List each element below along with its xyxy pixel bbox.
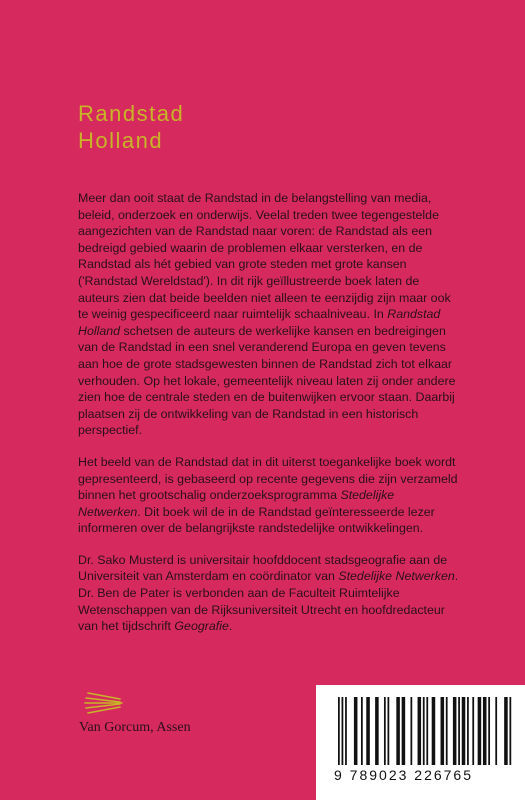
blurb-p2-emphasis: Stedelijke Netwerken bbox=[78, 488, 395, 519]
author-1-emphasis: Stedelijke Netwerken bbox=[338, 569, 455, 584]
book-title bbox=[78, 100, 184, 154]
barcode-bar bbox=[509, 697, 511, 765]
barcode-bar bbox=[478, 697, 482, 765]
barcode-bar bbox=[495, 697, 497, 765]
blurb-paragraph-2 bbox=[78, 454, 460, 537]
author-1-end: . bbox=[454, 569, 459, 584]
isbn-number: 9 789023 226765 bbox=[334, 767, 473, 783]
barcode-bar bbox=[453, 697, 457, 765]
barcode-bar bbox=[432, 697, 436, 765]
blurb-p1-text-a: Meer dan ooit staat de Randstad in de belangstelling van media, beleid, onderzoek en onderwijs. Veelal treden twee tegengestelde aangezichten van de Randstad naar voren: de Randstad als een bedreigd gebied waarin de problemen elkaar versterken, en de Randstad als hét gebied van grote steden met grote kansen ('Randstad Wereldstad'). In dit rijk geïllustreerde boek laten de auteurs zien dat beide beelden niet alleen te eenzijdig zijn maar ook te weinig gespecificeerd naar ruimtelijk schaalniveau. In bbox=[78, 191, 451, 322]
barcode-bar bbox=[361, 697, 363, 765]
blurb-paragraph-1 bbox=[78, 190, 460, 439]
barcode-bar bbox=[441, 697, 445, 765]
barcode-bar bbox=[467, 697, 469, 765]
blurb-p2-text-b: . Dit boek wil de in de Randstad geïnteresseerde lezer informeren over de belangrijkste randstedelijke ontwikkelingen. bbox=[78, 504, 435, 536]
author-1-bio: Dr. Sako Musterd is universitair hoofddocent stadsgeografie aan de Universiteit van Amsterdam en coördinator van bbox=[78, 552, 448, 584]
barcode-bar bbox=[426, 697, 428, 765]
publisher-name: Van Gorcum, Assen bbox=[79, 720, 191, 735]
barcode-bar bbox=[504, 697, 508, 765]
title-line-1: Randstad bbox=[78, 101, 185, 126]
barcode-bar bbox=[387, 697, 389, 765]
author-2-emphasis: Geografie bbox=[174, 619, 229, 634]
blurb bbox=[78, 190, 460, 650]
barcode-bar bbox=[366, 697, 370, 765]
barcode-bar bbox=[462, 697, 466, 765]
barcode-bar bbox=[483, 697, 487, 765]
blurb-p1-emphasis: Randstad Holland bbox=[78, 307, 441, 338]
barcode-bar bbox=[410, 697, 412, 765]
van-gorcum-logo-icon bbox=[84, 690, 124, 716]
barcode-bar bbox=[488, 697, 490, 765]
author-2-bio: Dr. Ben de Pater is verbonden aan de Faculteit Ruimtelijke Wetenschappen van de Rijksuniversiteit Utrecht en hoofdredacteur van het tijdschrift bbox=[78, 586, 445, 634]
barcode-sticker bbox=[316, 685, 525, 800]
barcode-bar bbox=[418, 697, 422, 765]
isbn-barcode bbox=[338, 697, 513, 765]
title-line-2: Holland bbox=[78, 128, 164, 153]
barcode-bar bbox=[345, 697, 347, 765]
author-bios bbox=[78, 552, 460, 635]
barcode-bar bbox=[402, 697, 406, 765]
barcode-bar bbox=[342, 697, 344, 765]
barcode-bar bbox=[384, 697, 386, 765]
barcode-bar bbox=[446, 697, 448, 765]
barcode-bar bbox=[354, 697, 358, 765]
barcode-bar bbox=[472, 697, 474, 765]
barcode-bar bbox=[375, 697, 379, 765]
barcode-bar bbox=[423, 697, 425, 765]
blurb-p2-text-a: Het beeld van de Randstad dat in dit uiterst toegankelijke boek wordt gepresenteerd, is gebaseerd op recente gegevens die zijn verzameld binnen het grootschalig onderzoeksprogramma bbox=[78, 454, 458, 503]
barcode-bar bbox=[338, 697, 340, 765]
blurb-p1-text-b: schetsen de auteurs de werkelijke kansen en bedreigingen van de Randstad in een snel veranderend Europa en geven tevens aan hoe de grote stadsgewesten binnen de Randstad zich tot elkaar verhouden. Op het lokale, gemeentelijk niveau laten zij onder andere zien hoe de centrale steden en de buitenwijken ervoor staan. Daarbij plaatsen zij de ontwikkeling van de Randstad in een historisch perspectief. bbox=[78, 323, 456, 438]
barcode-bar bbox=[458, 697, 460, 765]
barcode-bar bbox=[396, 697, 400, 765]
author-2-end: . bbox=[228, 619, 233, 634]
